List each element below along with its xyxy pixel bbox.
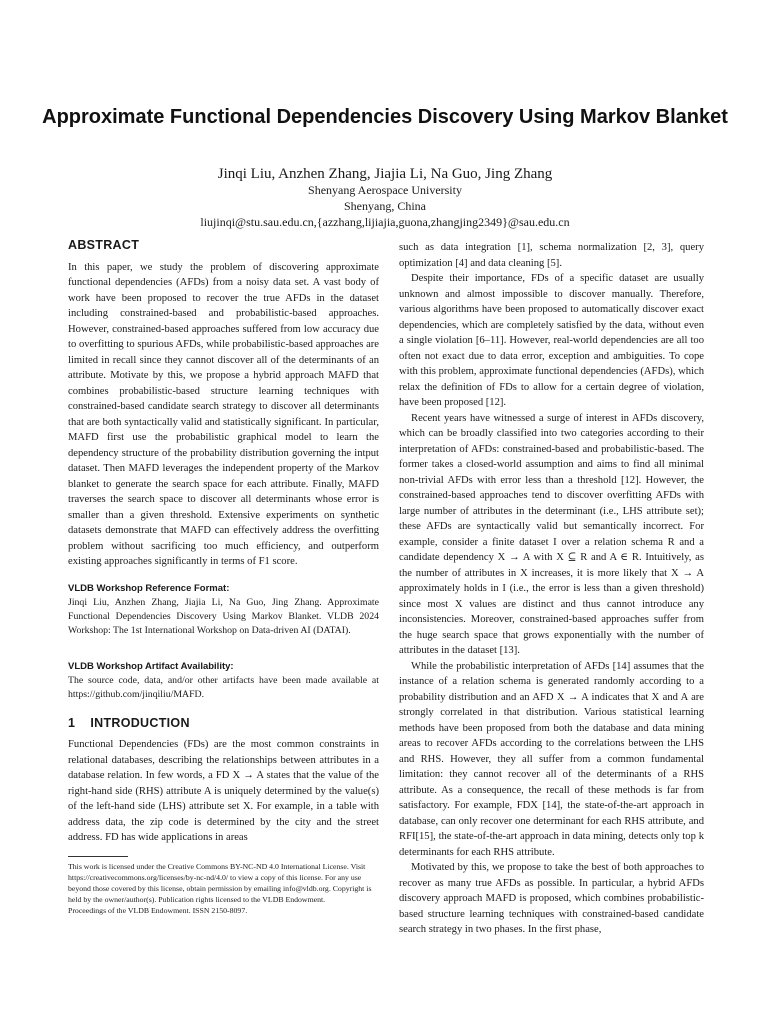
introduction-paragraph: Functional Dependencies (FDs) are the most common constraints in relational databases, describing the relationships between attributes in a database relation. In few words, a FD X → A states that the value of the right-hand side (RHS) attribute A is uniquely determined by the value(s) of the left-hand side (LHS) attribute set X. For example, in a table with address data, the zip code is determined by the city and the street address. FD has wide applications in areas [68,739,379,843]
artifact-text: The source code, data, and/or other artifacts have been made available at https://github.com/jinqiliu/MAFD. [68,674,379,700]
proceedings-text: Proceedings of the VLDB Endowment. ISSN 2150-8097. [68,906,248,916]
left-column [68,238,379,917]
footnote-rule [68,856,128,857]
affiliation-block [40,182,730,230]
intro-paragraph-5: Motivated by this, we propose to take the best of both approaches to recover as many true AFDs as possible. In particular, a hybrid AFDs discovery approach MAFD is proposed, which combines probabilistic-based structure learning techniques with constrained-based candidate search strategy in two phases. In the first phase, [399,862,704,935]
author-emails: liujinqi@stu.sau.edu.cn,{azzhang,lijiajia,guona,zhangjing2349}@sau.edu.cn [200,215,570,229]
reference-format-text: Jinqi Liu, Anzhen Zhang, Jiajia Li, Na Guo, Jing Zhang. Approximate Functional Dependencies Discovery Using Markov Blanket. VLDB 2024 Workshop: The 1st International Workshop on Data-driven AI (DATAI). [68,596,379,636]
intro-paragraph-4: While the probabilistic interpretation of AFDs [14] assumes that the instance of a relation schema is generated randomly according to a probability distribution and an AFD X → A indicates that X and A are strongly correlated in that distribution. Various statistical learning methods have been proposed from both the database and data mining areas to recover AFDs according to the correlations between the LHS and RHS. However, they all suffer from a common fundamental limitation: they cannot recover all of the determinants of a RHS attribute. As a consequence, the recall of these methods is far from satisfactory. For example, FDX [14], the state-of-the-art approach in database, can only recover one determinant for each RHS attribute, and RFI[15], the state-of-the-art approach in data mining, detects only top k determinants for each RHS attribute. [399,660,704,858]
introduction-heading: 1 INTRODUCTION [68,715,190,730]
paper-title: Approximate Functional Dependencies Discovery Using Markov Blanket [42,106,728,128]
author-list: Jinqi Liu, Anzhen Zhang, Jiajia Li, Na Guo, Jing Zhang [217,166,553,182]
artifact-heading: VLDB Workshop Artifact Availability: [68,660,234,672]
abstract-text: In this paper, we study the problem of discovering approximate functional dependencies (AFDs) from a noisy data set. A vast body of work have been proposed to recover the true AFDs in the dataset including constrained-based and probabilistic-based approaches. However, constrained-based approaches suffered from low accuracy due to overfitting to spurious AFDs, while probabilistic-based approaches are limited in recall since they cannot discover all of the determinants of an attribute. Motivate by this, we propose a hybrid approach MAFD that combines probabilistic-based structure learning techniques with constrained-based candidate search strategy to discover all determinants that are both syntactically valid and statistically significant. In particular, MAFD first use the probabilistic graphical model to learn the dependency structure of the probability distribution governing the intput dataset. Then MAFD leverages the independent property of the Markov blanket to generate the search space for each attribute. Finally, MAFD traverses the search space to discover all determinants whose error is smaller than a given threshold. Extensive experiments on synthetic datasets demonstrate that MAFD can effectively address the overfitting problem without sacrificing too much efficiency, and outperform existing approaches significantly in terms of F1 score. [68,261,379,567]
affiliation-location: Shenyang, China [344,199,426,213]
intro-paragraph-2: Despite their importance, FDs of a specific dataset are usually unknown and almost impossible to discover manually. Therefore, various algorithms have been proposed to automatically discover exact dependencies, which are completely satisfied by the data, without even a single violation [6–11]. However, real-world dependencies are all too often not exact due to data error, exception and ambiguities. To cope with this problem, approximate functional dependencies (AFDs), which relax the definition of FDs to allow for a certain degree of violation, have been proposed [12]. [399,273,704,408]
abstract-heading: ABSTRACT [68,238,140,252]
affiliation: Shenyang Aerospace University [308,183,462,197]
license-footnote [68,861,379,917]
license-text: This work is licensed under the Creative Commons BY-NC-ND 4.0 International License. Visit https://creativecommons.org/licenses/by-nc-nd/4.0/ to view a copy of this license. For any use beyond those covered by this license, obtain permission by emailing info@vldb.org. Copyright is held by the owner/author(s). Publication rights licensed to the VLDB Endowment. [68,861,372,905]
intro-paragraph-3: Recent years have witnessed a surge of interest in AFDs discovery, which can be broadly classified into two categories according to their interpretation of AFDs: constrained-based and probabilistic-based. The former takes a closed-world assumption and aims to find all minimal non-trivial AFDs with error less than a threshold [12]. However, the constrained-based approaches tend to discover overfitting AFDs with large number of attributes in the determinant (i.e., LHS attribute set); these AFDs are syntactically valid but semantically incorrect. For example, consider a finite dataset I over a relation schema R and a candidate dependency X → A with X ⊆ R and A ∈ R. Intuitively, as the number of attributes in X increases, it is more likely that X → A approximately holds in I (i.e., the error is less than a given threshold) since most X values are distinct and thus cannot introduce any inconsistencies. Moreover, constrained-based approaches suffer from the huge search space that grows exponentially with the number of attributes in the dataset [13]. [399,412,704,656]
intro-paragraph-continued: such as data integration [1], schema normalization [2, 3], query optimization [4] and data cleaning [5]. [399,242,704,269]
reference-format-heading: VLDB Workshop Reference Format: [68,582,230,594]
right-column [399,240,704,938]
